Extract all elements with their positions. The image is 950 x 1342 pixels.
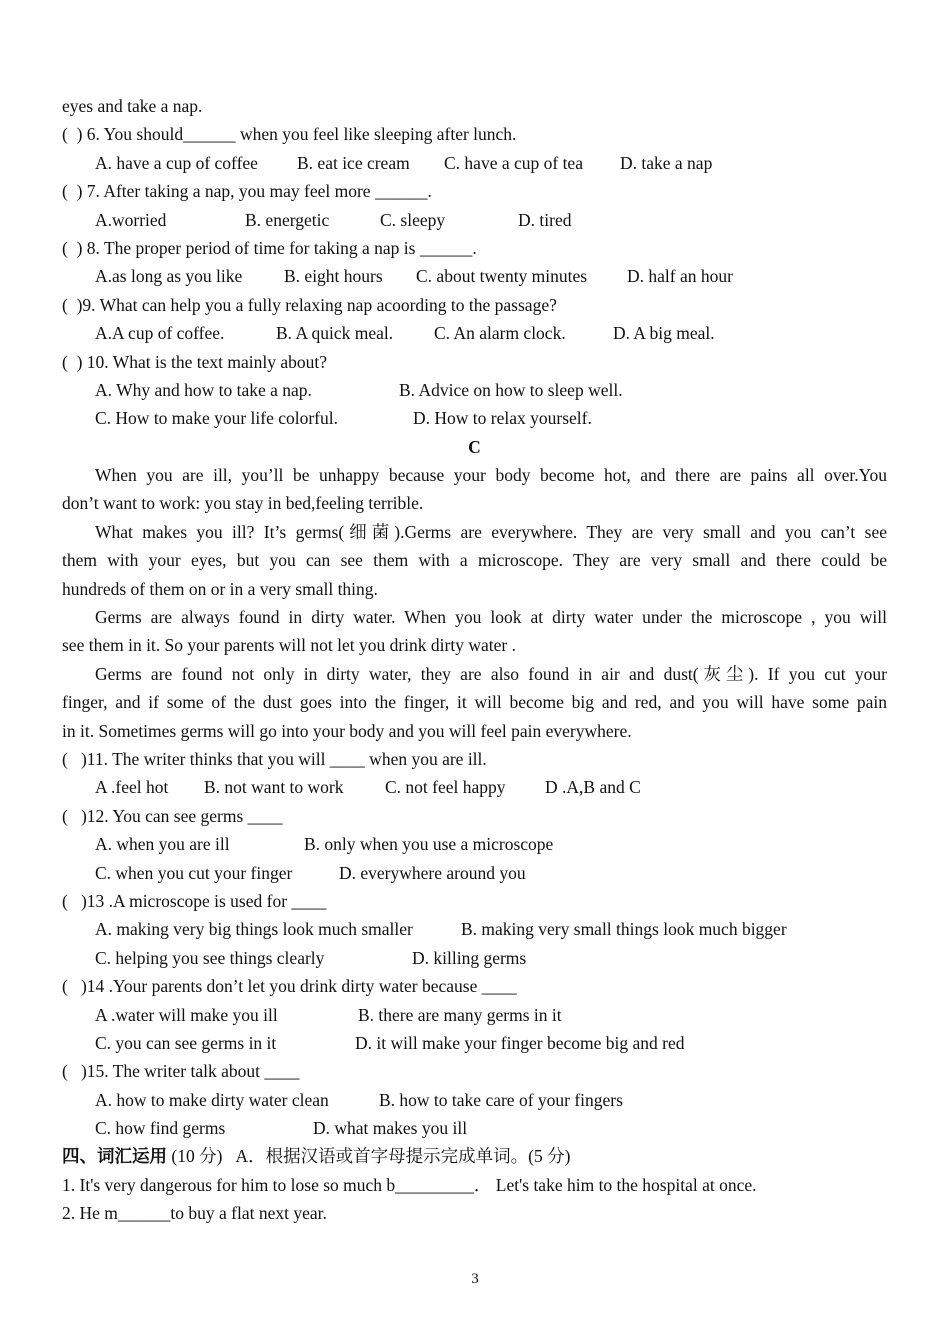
q10-option-d: D. How to relax yourself. [413,408,592,429]
page-number: 3 [471,1271,479,1287]
q14-option-d: D. it will make your finger become big and red [355,1032,685,1053]
q15-option-b: B. how to take care of your fingers [379,1089,623,1110]
q12-option-b: B. only when you use a microscope [304,834,554,855]
q15-option-c: C. how find germs [95,1118,226,1139]
question-9-stem: ( )9. What can help you a fully relaxing nap acoording to the passage? [62,294,557,315]
question-7-options [62,206,887,234]
passage-p2-line3: hundreds of them on or in a very small thing. [62,578,378,599]
q10-option-c: C. How to make your life colorful. [95,408,339,429]
vocab-item-2: 2. He m______to buy a flat next year. [62,1203,327,1224]
passage-p2-line1: What makes you ill? It’s germs(细菌).Germs are everywhere. They are very small and you can’t see [95,521,887,542]
q15-option-d: D. what makes you ill [313,1118,468,1139]
q14-option-b: B. there are many germs in it [358,1004,562,1025]
question-15-stem: ( )15. The writer talk about ____ [62,1061,300,1082]
passage-p1-line2: don’t want to work: you stay in bed,feeling terrible. [62,493,424,514]
q11-option-a: A .feel hot [95,777,169,798]
q9-option-d: D. A big meal. [613,323,715,344]
q14-option-c: C. you can see germs in it [95,1032,277,1053]
q12-option-a: A. when you are ill [95,834,230,855]
passage-p1-line1: When you are ill, you’ll be unhappy because your body become hot, and there are pains all over.You [95,465,887,486]
q9-option-c: C. An alarm clock. [434,323,566,344]
q12-option-c: C. when you cut your finger [95,862,293,883]
question-10-stem: ( ) 10. What is the text mainly about? [62,351,328,372]
q7-option-d: D. tired [518,209,572,230]
q6-option-a: A. have a cup of coffee [95,152,258,173]
q6-option-d: D. take a nap [620,152,713,173]
q6-option-c: C. have a cup of tea [444,152,583,173]
q11-option-d: D .A,B and C [545,777,641,798]
question-8-options [62,262,887,290]
question-12-options-row2 [62,859,887,887]
question-12-options-row1 [62,830,887,858]
passage-p4-line1: Germs are found not only in dirty water, they are also found in air and dust(灰尘). If you cut your [95,663,887,684]
q7-option-b: B. energetic [245,209,330,230]
question-10-options-row1 [62,376,887,404]
q11-option-b: B. not want to work [204,777,344,798]
q8-option-d: D. half an hour [627,266,733,287]
q13-option-d: D. killing germs [412,947,527,968]
q7-option-c: C. sleepy [380,209,446,230]
question-15-options-row2 [62,1114,887,1142]
passage-p3-line2: see them in it. So your parents will not let you drink dirty water . [62,635,516,656]
question-13-stem: ( )13 .A microscope is used for ____ [62,890,327,911]
q8-option-b: B. eight hours [284,266,383,287]
question-11-stem: ( )11. The writer thinks that you will ____ when you are ill. [62,748,487,769]
q9-option-a: A.A cup of coffee. [95,323,225,344]
question-11-options [62,773,887,801]
question-7-stem: ( ) 7. After taking a nap, you may feel more ______. [62,181,432,202]
question-14-options-row2 [62,1029,887,1057]
q12-option-d: D. everywhere around you [339,862,526,883]
question-14-options-row1 [62,1001,887,1029]
q10-option-b: B. Advice on how to sleep well. [399,379,623,400]
question-12-stem: ( )12. You can see germs ____ [62,805,283,826]
section-4-subheading: A．根据汉语或首字母提示完成单词。(5 分) [222,1146,571,1167]
question-8-stem: ( ) 8. The proper period of time for taking a nap is ______. [62,237,477,258]
q7-option-a: A.worried [95,209,167,230]
question-15-options-row1 [62,1086,887,1114]
q8-option-a: A.as long as you like [95,266,243,287]
q11-option-c: C. not feel happy [385,777,506,798]
q14-option-a: A .water will make you ill [95,1004,278,1025]
passage-p4-line2: finger, and if some of the dust goes into the finger, it will become big and red, and you will have some pain [62,692,887,713]
q6-option-b: B. eat ice cream [297,152,410,173]
q10-option-a: A. Why and how to take a nap. [95,379,312,400]
passage-p3-line1: Germs are always found in dirty water. When you look at dirty water under the microscope , you will [95,607,887,628]
q13-option-b: B. making very small things look much bigger [461,919,787,940]
section-c-title: C [468,436,481,457]
section-4-header [62,1142,887,1170]
question-13-options-row1 [62,915,887,943]
section-4-heading: 四、词汇运用 [62,1146,167,1167]
vocab-item-1: 1. It's very dangerous for him to lose so much b_________． Let's take him to the hospital at once. [62,1174,757,1195]
intro-line: eyes and take a nap. [62,96,203,116]
q9-option-b: B. A quick meal. [276,323,394,344]
question-9-options [62,319,887,347]
passage-p2-line2: them with your eyes, but you can see them with a microscope. They are very small and there could be [62,550,887,571]
question-6-options [62,149,887,177]
question-6-stem: ( ) 6. You should______ when you feel like sleeping after lunch. [62,124,517,145]
question-13-options-row2 [62,944,887,972]
q13-option-a: A. making very big things look much smaller [95,919,413,940]
q8-option-c: C. about twenty minutes [416,266,588,287]
q15-option-a: A. how to make dirty water clean [95,1089,329,1110]
section-4-score: (10 分) [167,1146,223,1167]
question-14-stem: ( )14 .Your parents don’t let you drink dirty water because ____ [62,976,517,997]
passage-p4-line3: in it. Sometimes germs will go into your body and you will feel pain everywhere. [62,720,632,741]
document-page [62,92,887,1228]
q13-option-c: C. helping you see things clearly [95,947,325,968]
question-10-options-row2 [62,404,887,432]
